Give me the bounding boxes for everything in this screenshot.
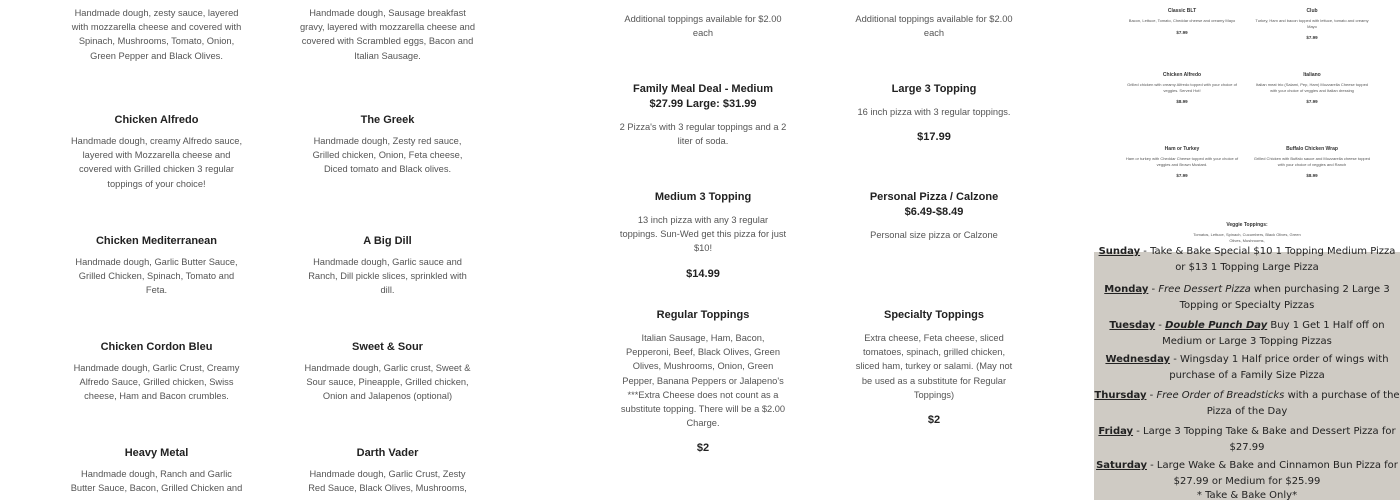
card-description: Handmade dough, Garlic sauce and Ranch, Dill pickle slices, sprinkled with dill. (308, 257, 467, 296)
card-title: Sweet & Sour (352, 341, 423, 353)
card-description: 2 Pizza's with 3 regular toppings and a 2 liter of soda. (619, 122, 787, 147)
special-card (618, 12, 788, 40)
menu-image-item-title: Buffalo Chicken Wrap (1286, 146, 1338, 152)
menu-image-item (1122, 146, 1242, 178)
menu-image-item (1122, 8, 1242, 35)
sandwich-menu-image (1094, 0, 1400, 252)
menu-image-item-desc: Ham or turkey with Cheddar Cheese topped with your choice of veggies and Brown Mustard. (1125, 156, 1239, 167)
menu-image-item-desc: Bacon, Lettuce, Tomato, Cheddar cheese and creamy Mayo (1128, 18, 1236, 23)
flyer-thursday: Thursday - Free Order of Breadsticks with a purchase of the Pizza of the Day (1094, 390, 1400, 417)
flyer-sunday: Sunday - Take & Bake Special $10 1 Topping Medium Pizza or $13 1 Topping Large Pizza (1098, 246, 1396, 273)
menu-image-item-desc: Italian meat trio (Salami, Pep, Ham) Mozzarella Cheese topped with your choice of veggies and Italian dressing (1255, 82, 1369, 93)
menu-image-item-price: $7.99 (1176, 173, 1188, 178)
card-description: Handmade dough, Ranch and Garlic Butter Sauce, Bacon, Grilled Chicken and (70, 469, 243, 494)
pizza-card (300, 235, 475, 298)
menu-image-item-title: Classic BLT (1167, 8, 1197, 14)
daily-specials-flyer (1094, 246, 1400, 501)
pizza-card (70, 0, 243, 63)
menu-image-item-desc: Tomatos, Lettuce, Spinach, Cucumbers, Black Olives, Green Olives, Mushrooms, (1193, 232, 1301, 243)
special-card (850, 308, 1018, 426)
menu-image-item (1122, 72, 1242, 104)
card-title: Heavy Metal (124, 447, 189, 459)
menu-image-item-title: Chicken Alfredo (1162, 72, 1202, 78)
menu-image-item-title: Club (1306, 8, 1318, 14)
pizza-card (300, 0, 475, 63)
menu-image-item-desc: Grilled chicken with creamy Alfredo topped with your choice of veggies. Served Hot! (1127, 82, 1237, 93)
card-title: The Greek (360, 114, 415, 126)
pizza-card (70, 114, 243, 191)
menu-image-item-title: Veggie Toppings: (1226, 222, 1268, 228)
card-description: 16 inch pizza with 3 regular toppings. (857, 107, 1011, 117)
card-description: Italian Sausage, Ham, Bacon, Pepperoni, Beef, Black Olives, Green Olives, Mushrooms, Onion, Green Pepper, Banana Peppers or Jalapeno's ***Extra Cheese does not count as a substitute topping. There will be a $2.00 Charge. (620, 333, 786, 429)
card-title: Regular Toppings (656, 309, 750, 321)
card-price: $2 (927, 414, 941, 427)
card-title: Chicken Mediterranean (95, 235, 218, 247)
card-note: Additional toppings available for $2.00 each (624, 14, 782, 39)
menu-image-item-price: $7.99 (1306, 99, 1318, 104)
card-note: Additional toppings available for $2.00 each (855, 14, 1013, 39)
pizza-card (300, 341, 475, 404)
menu-image-item-desc: Turkey, Ham and bacon topped with lettuce, tomato and creamy Mayo (1255, 18, 1369, 29)
flyer-monday: Monday - Free Dessert Pizza when purchasing 2 Large 3 Topping or Specialty Pizzas (1104, 284, 1390, 311)
menu-image-item-price: $7.99 (1176, 29, 1188, 35)
menu-image-item (1252, 8, 1372, 40)
card-title: Darth Vader (356, 447, 419, 459)
flyer-tuesday: Tuesday - Double Punch Day Buy 1 Get 1 Half off on Medium or Large 3 Topping Pizzas (1109, 320, 1385, 347)
card-title: Chicken Cordon Bleu (100, 341, 213, 353)
pizza-card (300, 114, 475, 177)
card-title: Specialty Toppings (883, 309, 985, 321)
card-description: Personal size pizza or Calzone (870, 230, 998, 240)
special-card (850, 12, 1018, 40)
card-title: A Big Dill (363, 235, 412, 247)
card-price: $17.99 (917, 131, 951, 144)
pizza-card (70, 235, 243, 298)
flyer-friday: Friday - Large 3 Topping Take & Bake and Dessert Pizza for $27.99 (1098, 426, 1396, 453)
menu-image-item-price: $8.99 (1306, 173, 1318, 178)
pizza-card (70, 341, 243, 404)
card-description: 13 inch pizza with any 3 regular toppings. Sun-Wed get this pizza for just $10! (619, 215, 787, 254)
card-price: $14.99 (686, 267, 720, 280)
pizza-card (70, 447, 243, 495)
card-description: Handmade dough, Zesty red sauce, Grilled chicken, Onion, Feta cheese, Diced tomato and Black olives. (312, 136, 463, 175)
menu-image-item-title: Ham or Turkey (1164, 146, 1200, 152)
menu-image-item-price: $8.99 (1176, 99, 1188, 104)
card-description: Handmade dough, Garlic Crust, Creamy Alfredo Sauce, Grilled chicken, Swiss cheese, Ham and Bacon crumbles. (73, 363, 240, 402)
special-card (618, 190, 788, 280)
menu-image-item-title: Italiano (1303, 72, 1321, 78)
flyer-footnote: * Take & Bake Only* (1196, 490, 1298, 501)
card-description: Handmade dough, zesty sauce, layered with mozzarella cheese and covered with Spinach, Mushrooms, Tomato, Onion, Green Pepper and Black Olives. (71, 8, 242, 61)
card-title: Large 3 Topping (891, 83, 977, 95)
menu-image-item (1252, 146, 1372, 178)
card-description: Handmade dough, Garlic Crust, Zesty Red Sauce, Black Olives, Mushrooms, (308, 469, 467, 494)
flyer-saturday: Saturday - Large Wake & Bake and Cinnamon Bun Pizza for $27.99 or Medium for $25.99 (1096, 460, 1398, 487)
special-card (850, 82, 1018, 143)
menu-image-item (1187, 222, 1307, 243)
card-description: Extra cheese, Feta cheese, sliced tomatoes, spinach, grilled chicken, sliced ham, turkey or salami. (May not be used as a substitute for Regular Toppings) (855, 333, 1013, 400)
card-title: Chicken Alfredo (114, 114, 199, 126)
card-description: Handmade dough, Sausage breakfast gravy, layered with mozzarella cheese and covered with Scrambled eggs, Bacon and Italian Sausage. (300, 8, 476, 61)
card-title: Personal Pizza / Calzone $6.49-$8.49 (869, 191, 999, 218)
special-card (618, 82, 788, 148)
menu-image-item-price: $7.99 (1306, 35, 1318, 40)
pizza-card (300, 447, 475, 495)
card-description: Handmade dough, creamy Alfredo sauce, layered with Mozzarella cheese and covered with Grilled chicken 3 regular toppings of your choice! (70, 136, 243, 189)
card-price: $2 (696, 442, 710, 455)
card-description: Handmade dough, Garlic crust, Sweet & Sour sauce, Pineapple, Grilled chicken, Onion and Jalapenos (optional) (304, 363, 471, 402)
special-card (618, 308, 788, 454)
card-title: Medium 3 Topping (654, 191, 752, 203)
card-description: Handmade dough, Garlic Butter Sauce, Grilled Chicken, Spinach, Tomato and Feta. (75, 257, 238, 296)
card-title: Family Meal Deal - Medium $27.99 Large: $31.99 (633, 83, 773, 110)
menu-image-item (1252, 72, 1372, 104)
menu-image-item-desc: Grilled Chicken with Buffalo sauce and Mozzarella cheese topped with your choice of veggies and Ranch (1253, 156, 1371, 167)
flyer-wednesday: Wednesday - Wingsday 1 Half price order of wings with purchase of a Family Size Pizza (1105, 354, 1389, 381)
special-card (850, 190, 1018, 242)
